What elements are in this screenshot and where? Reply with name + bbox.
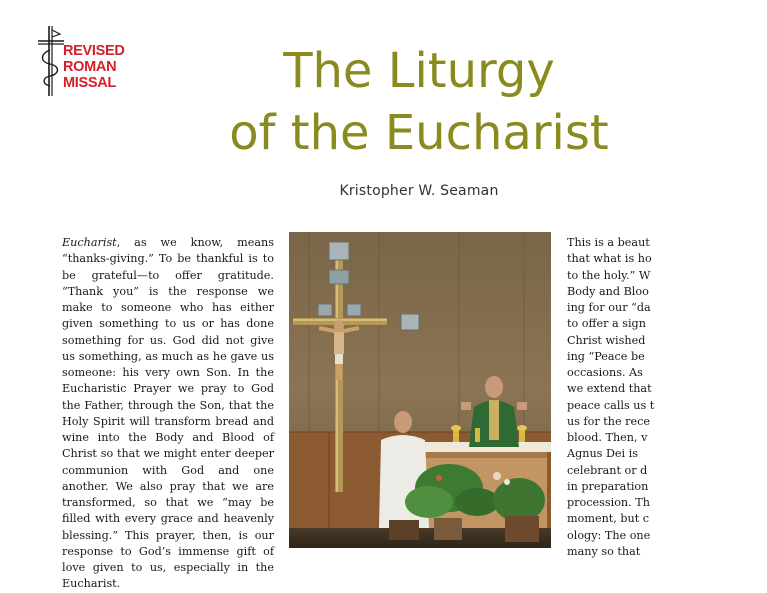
left-column-paragraph: [62, 235, 274, 593]
article-author: Kristopher W. Seaman: [339, 183, 499, 199]
cross-staff-icon: [36, 26, 66, 98]
right-column-line: blood. Then, v: [567, 431, 648, 444]
right-column-line: we extend that: [567, 382, 652, 396]
lead-word: Eucharist: [62, 236, 117, 249]
right-column-clip: [560, 230, 655, 568]
right-column-line: us for the rece: [567, 414, 651, 428]
title-line-1: The Liturgy: [283, 43, 555, 99]
right-column-line: This is a beaut: [567, 236, 650, 249]
mass-photo: [289, 232, 551, 548]
right-column-line: ology: The one: [567, 528, 651, 542]
right-column-line: ing for our “da: [567, 301, 651, 314]
right-column-line: in preparation: [567, 479, 649, 493]
right-column-line: peace calls us t: [567, 398, 655, 412]
title-line-2: of the Eucharist: [229, 105, 609, 161]
right-column-line: many so that: [567, 544, 641, 558]
right-column-line: celebrant or d: [567, 463, 648, 477]
right-column-line: ing “Peace be: [567, 349, 645, 363]
logo-line-revised: REVISED: [63, 43, 125, 59]
right-column-line: that what is ho: [567, 252, 652, 266]
right-column-text: [567, 235, 767, 560]
right-column-line: to the holy.” W: [567, 268, 651, 282]
revised-roman-missal-logo: [36, 26, 136, 98]
left-column-text: [62, 235, 274, 593]
left-column-body: , as we know, means “thanks-giving.” To be thankful is to be grateful—to offer gratitude. “Thank you” is the response we make to someone who has either given something to us or has done something for us. God did not give us something, as much as he gave us someone: his very own Son. In the Eucharistic Prayer we pray to God the Father, through the Son, that the Holy Spirit will transform bread and wine into the Body and Blood of Christ so that we might enter deeper communion with God and one another. We also pray that we are transformed, so that we “may be filled with every grace and heavenly blessing.” This prayer, then, is our response to God’s immense gift of love given to us, especially in the Eucharist.: [62, 236, 274, 591]
right-column-line: Christ wished: [567, 333, 646, 347]
right-column-line: to offer a sign: [567, 317, 646, 331]
right-column-line: procession. Th: [567, 496, 650, 509]
logo-line-missal: MISSAL: [63, 75, 116, 91]
church-altar-illustration: [289, 232, 551, 548]
right-column-line: occasions. As: [567, 366, 643, 379]
right-column-line: moment, but c: [567, 512, 650, 526]
right-column-line: Body and Bloo: [567, 284, 649, 298]
logo-wordmark: [63, 43, 125, 91]
article-title: [214, 40, 624, 164]
logo-line-roman: ROMAN: [63, 59, 117, 75]
right-column-line: Agnus Dei is: [567, 447, 638, 461]
